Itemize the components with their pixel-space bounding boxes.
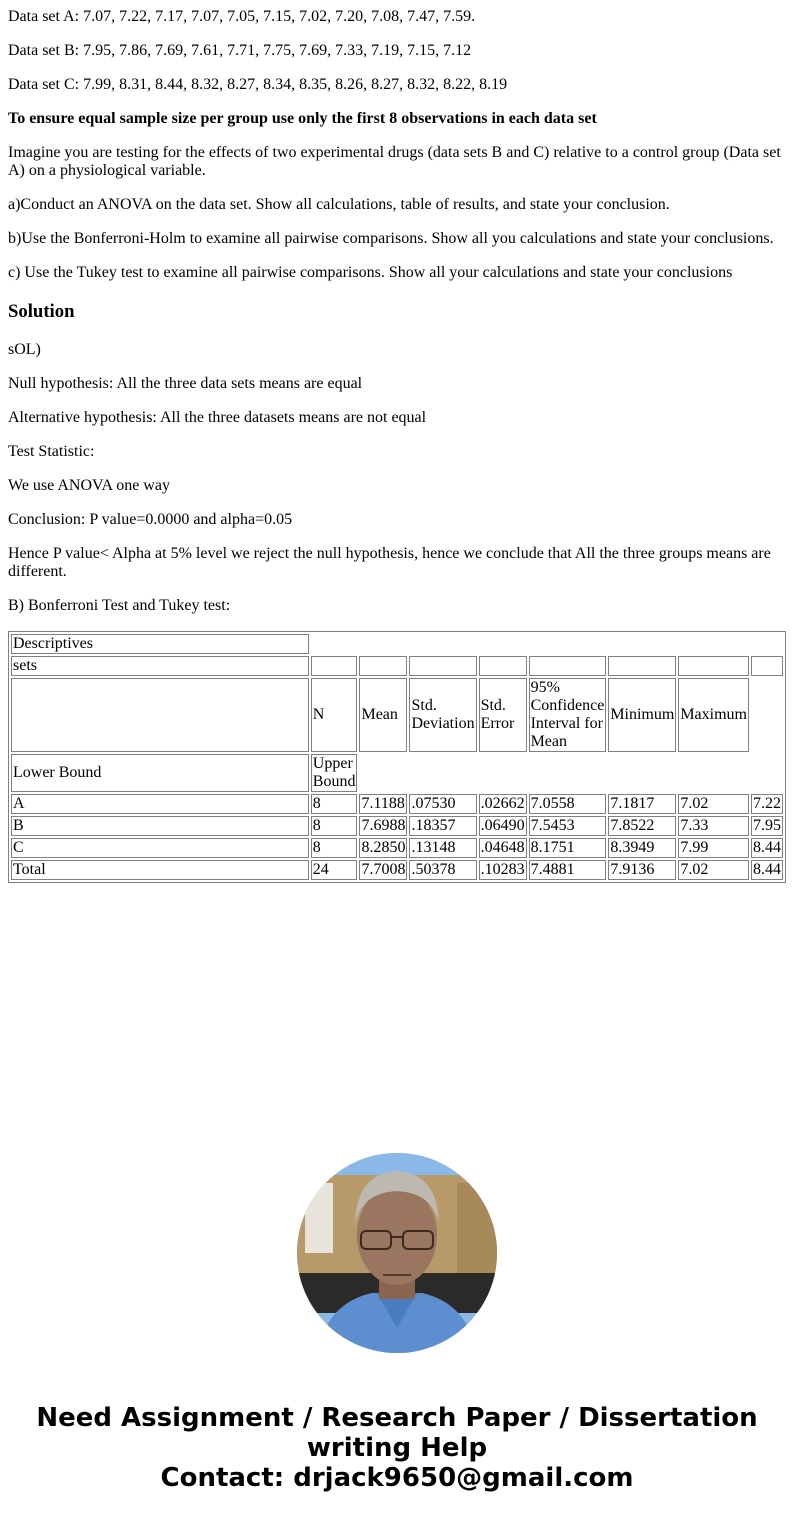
title-row [11, 634, 783, 654]
cell-min: 7.02 [678, 860, 749, 880]
cell-upper: 7.9136 [608, 860, 676, 880]
scenario [8, 144, 786, 180]
promo-banner [0, 1403, 794, 1493]
cell-n: 8 [311, 794, 358, 814]
part-b [8, 230, 786, 248]
cell-lower: 7.0558 [529, 794, 607, 814]
promo-line-1: Need Assignment / Research Paper / Dissertation [36, 1403, 758, 1433]
part-a-text: a)Conduct an ANOVA on the data set. Show all calculations, table of results, and state your conclusion. [8, 196, 670, 213]
conclusion-text: Conclusion: P value=0.0000 and alpha=0.05 [8, 511, 293, 528]
cell-min: 7.33 [678, 816, 749, 836]
null-hypothesis-text: Null hypothesis: All the three data sets means are equal [8, 375, 363, 392]
header-maximum: Maximum [678, 678, 749, 752]
decision-text: Hence P value< Alpha at 5% level we reject the null hypothesis, hence we conclude that All the three groups means are different. [8, 545, 771, 580]
table-row [11, 860, 783, 880]
cell-mean: 8.2850 [361, 839, 406, 856]
cell-mean: 7.6988 [361, 817, 406, 834]
solution-heading [8, 301, 786, 323]
header-n: N [311, 678, 358, 752]
cell-max: 8.44 [753, 861, 781, 878]
cell-min: 7.02 [678, 794, 749, 814]
header-std-error: Std. Error [479, 678, 527, 752]
part-c [8, 264, 786, 282]
instruction [8, 110, 786, 128]
method [8, 477, 786, 495]
test-statistic-text: Test Statistic: [8, 443, 95, 460]
cell-lower: 8.1751 [529, 838, 607, 858]
cell-sd: .07530 [409, 794, 476, 814]
cell-max: 7.95 [753, 817, 781, 834]
conclusion [8, 511, 786, 529]
cell-mean: 7.1188 [359, 794, 407, 814]
cell-max: 7.22 [753, 795, 781, 812]
row-label: A [11, 794, 309, 814]
part-c-text: c) Use the Tukey test to examine all pairwise comparisons. Show all your calculations and state your conclusions [8, 264, 733, 281]
cell-lower: 7.4881 [529, 860, 607, 880]
table-row [11, 816, 783, 836]
solution-label-text: sOL) [8, 341, 41, 358]
person-photo-icon [297, 1153, 497, 1353]
alt-hypothesis-text: Alternative hypothesis: All the three datasets means are not equal [8, 409, 427, 426]
table-row [11, 838, 783, 858]
solution-heading-text: Solution [8, 301, 75, 322]
row-label: Total [11, 860, 309, 880]
header-mean: Mean [359, 678, 407, 752]
variable-label: sets [11, 656, 309, 676]
promo-line-2: writing Help [306, 1433, 488, 1463]
table-row [11, 794, 783, 814]
header-minimum: Minimum [608, 678, 676, 752]
cell-lower: 7.5453 [529, 816, 607, 836]
cell-n: 8 [311, 816, 358, 836]
cell-se: .06490 [480, 817, 525, 834]
cell-se: .10283 [480, 861, 525, 878]
cell-upper: 8.3949 [608, 838, 676, 858]
part-b-heading [8, 597, 786, 615]
dataset-c-text: Data set C: 7.99, 8.31, 8.44, 8.32, 8.27, 8.34, 8.35, 8.26, 8.27, 8.32, 8.22, 8.19 [8, 76, 508, 93]
avatar [297, 1153, 497, 1353]
null-hypothesis [8, 375, 786, 393]
part-a [8, 196, 786, 214]
cell-upper: 7.8522 [608, 816, 676, 836]
row-label: C [11, 838, 309, 858]
cell-upper: 7.1817 [608, 794, 676, 814]
cell-se: .02662 [480, 795, 525, 812]
subheader-lower-bound: Lower Bound [11, 754, 309, 792]
decision [8, 545, 786, 581]
header-confidence-interval: 95% Confidence Interval for Mean [530, 679, 605, 750]
header-row [11, 678, 783, 752]
part-b-heading-text: B) Bonferroni Test and Tukey test: [8, 597, 231, 614]
header-std-deviation: Std. Deviation [409, 678, 476, 752]
instruction-bold-text: To ensure equal sample size per group use only the first 8 observations in each data set [8, 110, 597, 127]
dataset-a [8, 8, 786, 26]
cell-n: 24 [311, 860, 358, 880]
cell-sd: .18357 [409, 816, 476, 836]
dataset-b-text: Data set B: 7.95, 7.86, 7.69, 7.61, 7.71, 7.75, 7.69, 7.33, 7.19, 7.15, 7.12 [8, 42, 472, 59]
cell-max: 8.44 [753, 839, 781, 856]
descriptives-table [8, 631, 786, 883]
variable-row [11, 656, 783, 676]
subheader-row [11, 754, 783, 792]
test-statistic [8, 443, 786, 461]
method-text: We use ANOVA one way [8, 477, 170, 494]
cell-n: 8 [311, 838, 358, 858]
scenario-text: Imagine you are testing for the effects of two experimental drugs (data sets B and C) relative to a control group (Data set A) on a physiological variable. [8, 144, 781, 179]
part-b-text: b)Use the Bonferroni-Holm to examine all pairwise comparisons. Show all you calculations and state your conclusions. [8, 230, 774, 247]
cell-min: 7.99 [678, 838, 749, 858]
cell-mean: 7.7008 [361, 861, 406, 878]
table-title: Descriptives [11, 634, 309, 654]
cell-sd: .13148 [409, 838, 476, 858]
cell-sd: .50378 [409, 860, 476, 880]
dataset-c [8, 76, 786, 94]
alt-hypothesis [8, 409, 786, 427]
subheader-upper-bound: Upper Bound [312, 755, 356, 790]
dataset-b [8, 42, 786, 60]
cell-se: .04648 [480, 839, 525, 856]
solution-label [8, 341, 786, 359]
row-label: B [11, 816, 309, 836]
dataset-a-text: Data set A: 7.07, 7.22, 7.17, 7.07, 7.05, 7.15, 7.02, 7.20, 7.08, 7.47, 7.59. [8, 8, 476, 25]
promo-contact: Contact: drjack9650@gmail.com [160, 1463, 634, 1493]
